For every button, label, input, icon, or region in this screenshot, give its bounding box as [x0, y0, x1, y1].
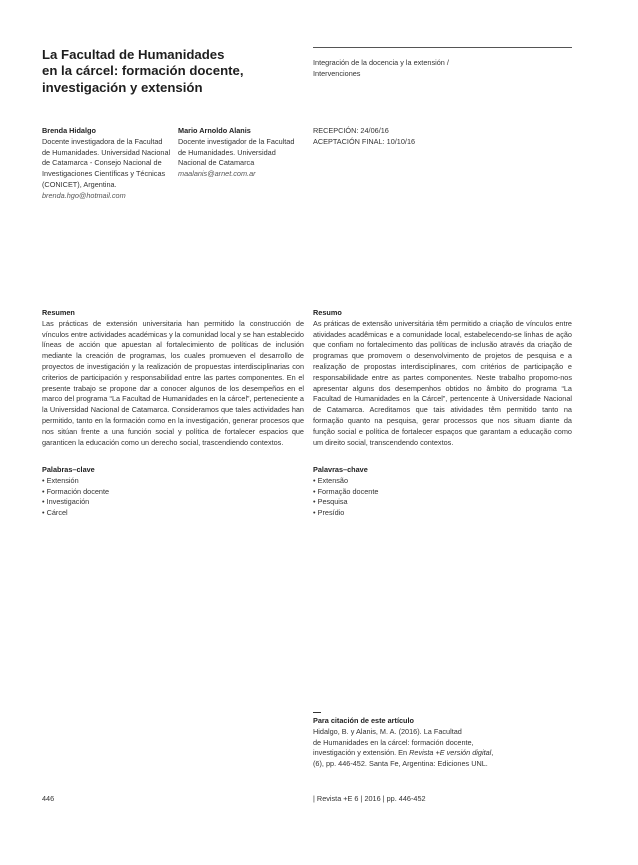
author-affiliation: de Humanidades. Universidad Nacional	[42, 147, 171, 157]
abstract-heading: Resumen	[42, 308, 75, 317]
abstract-heading: Resumo	[313, 308, 342, 317]
citation-heading: Para citación de este artículo	[313, 716, 414, 725]
keyword-item: • Formação docente	[313, 487, 513, 498]
author-affiliation: de Catamarca - Consejo Nacional de	[42, 158, 162, 168]
accepted-date: ACEPTACIÓN FINAL: 10/10/16	[313, 136, 416, 146]
citation-line	[313, 748, 513, 759]
section-label	[313, 58, 572, 80]
section-line: Intervenciones	[313, 68, 361, 78]
author-affiliation: Docente investigadora de la Facultad	[42, 136, 163, 146]
keywords-heading: Palabras–clave	[42, 465, 95, 474]
top-divider	[313, 47, 572, 48]
author-affiliation: Docente investigador de la Facultad	[178, 136, 295, 146]
author-email-link[interactable]: maalanis@arnet.com.ar	[178, 169, 256, 179]
author-name: Mario Arnoldo Alanis	[178, 126, 251, 135]
keyword-item: • Pesquisa	[313, 497, 513, 508]
author-affiliation: Investigaciones Científicas y Técnicas	[42, 169, 166, 179]
abstract-pt	[313, 308, 572, 448]
abstract-es	[42, 308, 304, 448]
keyword-item: • Cárcel	[42, 508, 242, 519]
keyword-item: • Extensão	[313, 476, 513, 487]
title-line: investigación y extensión	[42, 79, 203, 95]
citation-text: investigación y extensión. En	[313, 748, 410, 758]
abstract-text: Las prácticas de extensión universitaria han permitido la construcción de vínculos entre actividades académicas y la comunidad local y se han establecido líneas de acción que apuestan al fortalecimiento de políticas de inclusión mediante la creación de programas, los cuales promueven el desarrollo de proyectos de investigación y la realización de propuestas interdisciplinarias con criterios de participación y responsabilidad entre las partes componentes. En el presente trabajo se propone dar a conocer algunos de los desempeños en el marco del programa “La Facultad de Humanidades en la cárcel”, perteneciente a la Universidad Nacional de Catamarca. Consideramos que tales actividades han permitido, tanto en la formación como en la investigación, generar procesos que nos sitúan frente a una función social y política de fortalecer espacios que garanticen la educación como un derecho social, trascendiendo contextos.	[42, 318, 304, 447]
author-name: Brenda Hidalgo	[42, 126, 96, 135]
citation-line: (6), pp. 446-452. Santa Fe, Argentina: Ediciones UNL.	[313, 759, 488, 769]
title-line: en la cárcel: formación docente,	[42, 63, 244, 79]
author-block	[42, 126, 172, 202]
author-affiliation: (CONICET), Argentina.	[42, 179, 117, 189]
keyword-item: • Investigación	[42, 497, 242, 508]
keywords-heading: Palavras–chave	[313, 465, 368, 474]
citation-line: Hidalgo, B. y Alanis, M. A. (2016). La Facultad	[313, 726, 462, 736]
citation-dash	[313, 712, 321, 713]
title-line: La Facultad de Humanidades	[42, 47, 225, 62]
keyword-item: • Extensión	[42, 476, 242, 487]
citation-block	[313, 716, 513, 770]
journal-name: Revista +E versión digital	[409, 748, 492, 758]
keyword-item: • Formación docente	[42, 487, 242, 498]
section-line: Integración de la docencia y la extensión /	[313, 58, 449, 67]
abstract-text: As práticas de extensão universitária têm permitido a criação de vínculos entre atividades acadêmicas e a comunidade local, estabelecendo-se linhas de ação que confiam no fortalecimento das políticas de inclusão através da criação de programas que promovem o desenvolvimento de projetos de pesquisa e a realização de propostas interdisciplinares, com critérios de participação e responsabilidade entre as partes componentes. Neste trabalho propomo-nos apresentar alguns dos desempenhos obtidos no âmbito do programa “La Facultad de Humanidades en la Cárcel”, pertencente à Universidade Nacional de Catamarca. Acreditamos que tais atividades têm permitido tanto na formação quanto na pesquisa, gerar processos que nos situam diante da função social e política de fortalecer espaços que garantam a educação como um direito social, transcendendo contextos.	[313, 318, 572, 447]
received-date: RECEPCIÓN: 24/06/16	[313, 126, 389, 135]
author-affiliation: Nacional de Catamarca	[178, 158, 255, 168]
author-affiliation: de Humanidades. Universidad	[178, 147, 276, 157]
keyword-list	[42, 476, 242, 519]
citation-line: de Humanidades en la cárcel: formación docente,	[313, 737, 474, 747]
keyword-item: • Presídio	[313, 508, 513, 519]
keyword-list	[313, 476, 513, 519]
page-number: 446	[42, 794, 55, 803]
citation-text: ,	[491, 748, 494, 758]
article-title	[42, 47, 292, 96]
article-dates	[313, 126, 415, 148]
author-email-link[interactable]: brenda.hgo@hotmail.com	[42, 190, 126, 200]
journal-reference: | Revista +E 6 | 2016 | pp. 446-452	[313, 794, 426, 803]
keywords-pt	[313, 465, 513, 519]
keywords-es	[42, 465, 242, 519]
author-block	[178, 126, 308, 180]
